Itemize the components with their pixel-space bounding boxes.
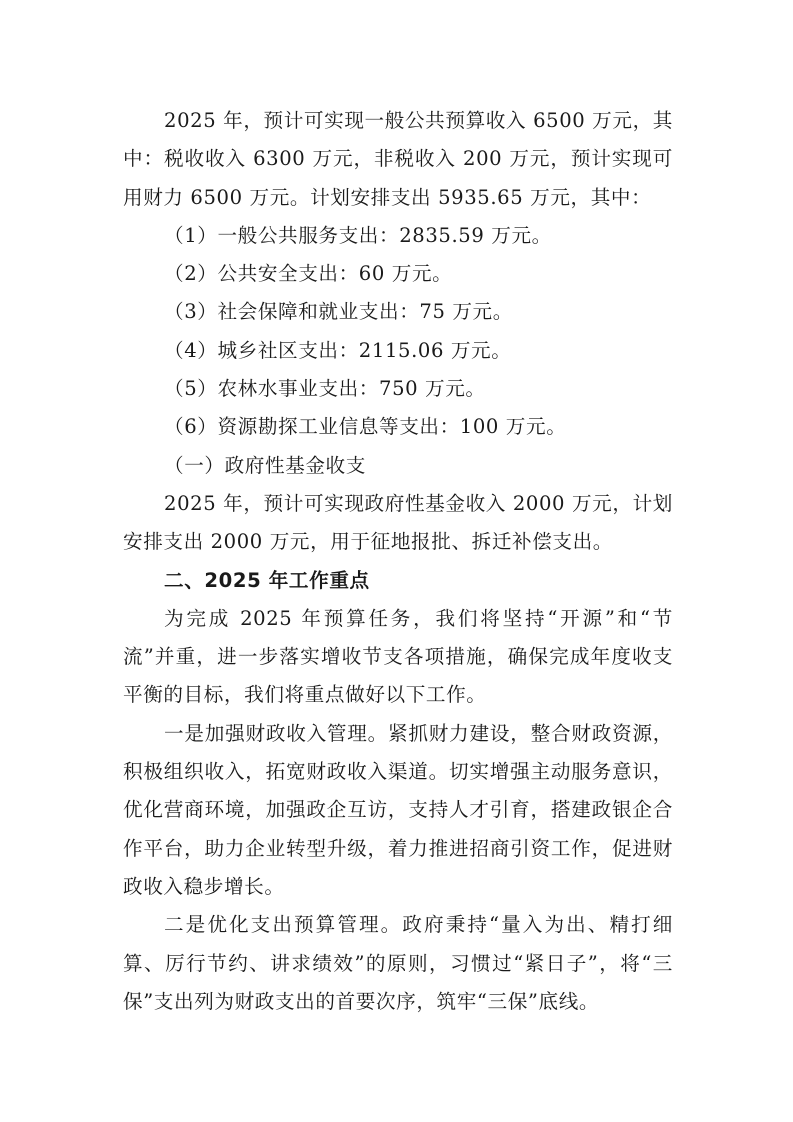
expenditure-item-2: （2）公共安全支出：60 万元。: [164, 262, 453, 286]
expenditure-item-5: （5）农林水事业支出：750 万元。: [164, 377, 486, 401]
expenditure-item-1: （1）一般公共服务支出：2835.59 万元。: [164, 223, 552, 247]
fund-section-heading: （一）政府性基金收支: [164, 453, 366, 477]
work-focus-heading: 二、2025 年工作重点: [164, 568, 370, 592]
expenditure-management-paragraph: 二是优化支出预算管理。政府秉持“量入为出、精打细算、厉行节约、讲求绩效”的原则，习惯过“紧日子”，将“三保”支出列为财政支出的首要次序，筑牢“三保”底线。: [123, 913, 673, 1013]
expenditure-item-3: （3）社会保障和就业支出：75 万元。: [164, 300, 513, 324]
budget-revenue-paragraph: 2025 年，预计可实现一般公共预算收入 6500 万元，其中：税收收入 6300 万元，非税收入 200 万元，预计实现可用财力 6500 万元。计划安排支出 5935.65 万元，其中：: [123, 109, 673, 209]
revenue-management-paragraph: 一是加强财政收入管理。紧抓财力建设，整合财政资源，积极组织收入，拓宽财政收入渠道。切实增强主动服务意识，优化营商环境，加强政企互访，支持人才引育，搭建政银企合作平台，助力企业转型升级，着力推进招商引资工作，促进财政收入稳步增长。: [123, 721, 673, 898]
expenditure-item-6: （6）资源勘探工业信息等支出：100 万元。: [164, 415, 567, 439]
work-focus-intro-paragraph: 为完成 2025 年预算任务，我们将坚持“开源”和“节流”并重，进一步落实增收节支各项措施，确保完成年度收支平衡的目标，我们将重点做好以下工作。: [123, 606, 673, 707]
expenditure-item-4: （4）城乡社区支出：2115.06 万元。: [164, 338, 512, 362]
fund-paragraph: 2025 年，预计可实现政府性基金收入 2000 万元，计划安排支出 2000 万元，用于征地报批、拆迁补偿支出。: [123, 491, 673, 554]
document-body: [123, 102, 673, 1021]
